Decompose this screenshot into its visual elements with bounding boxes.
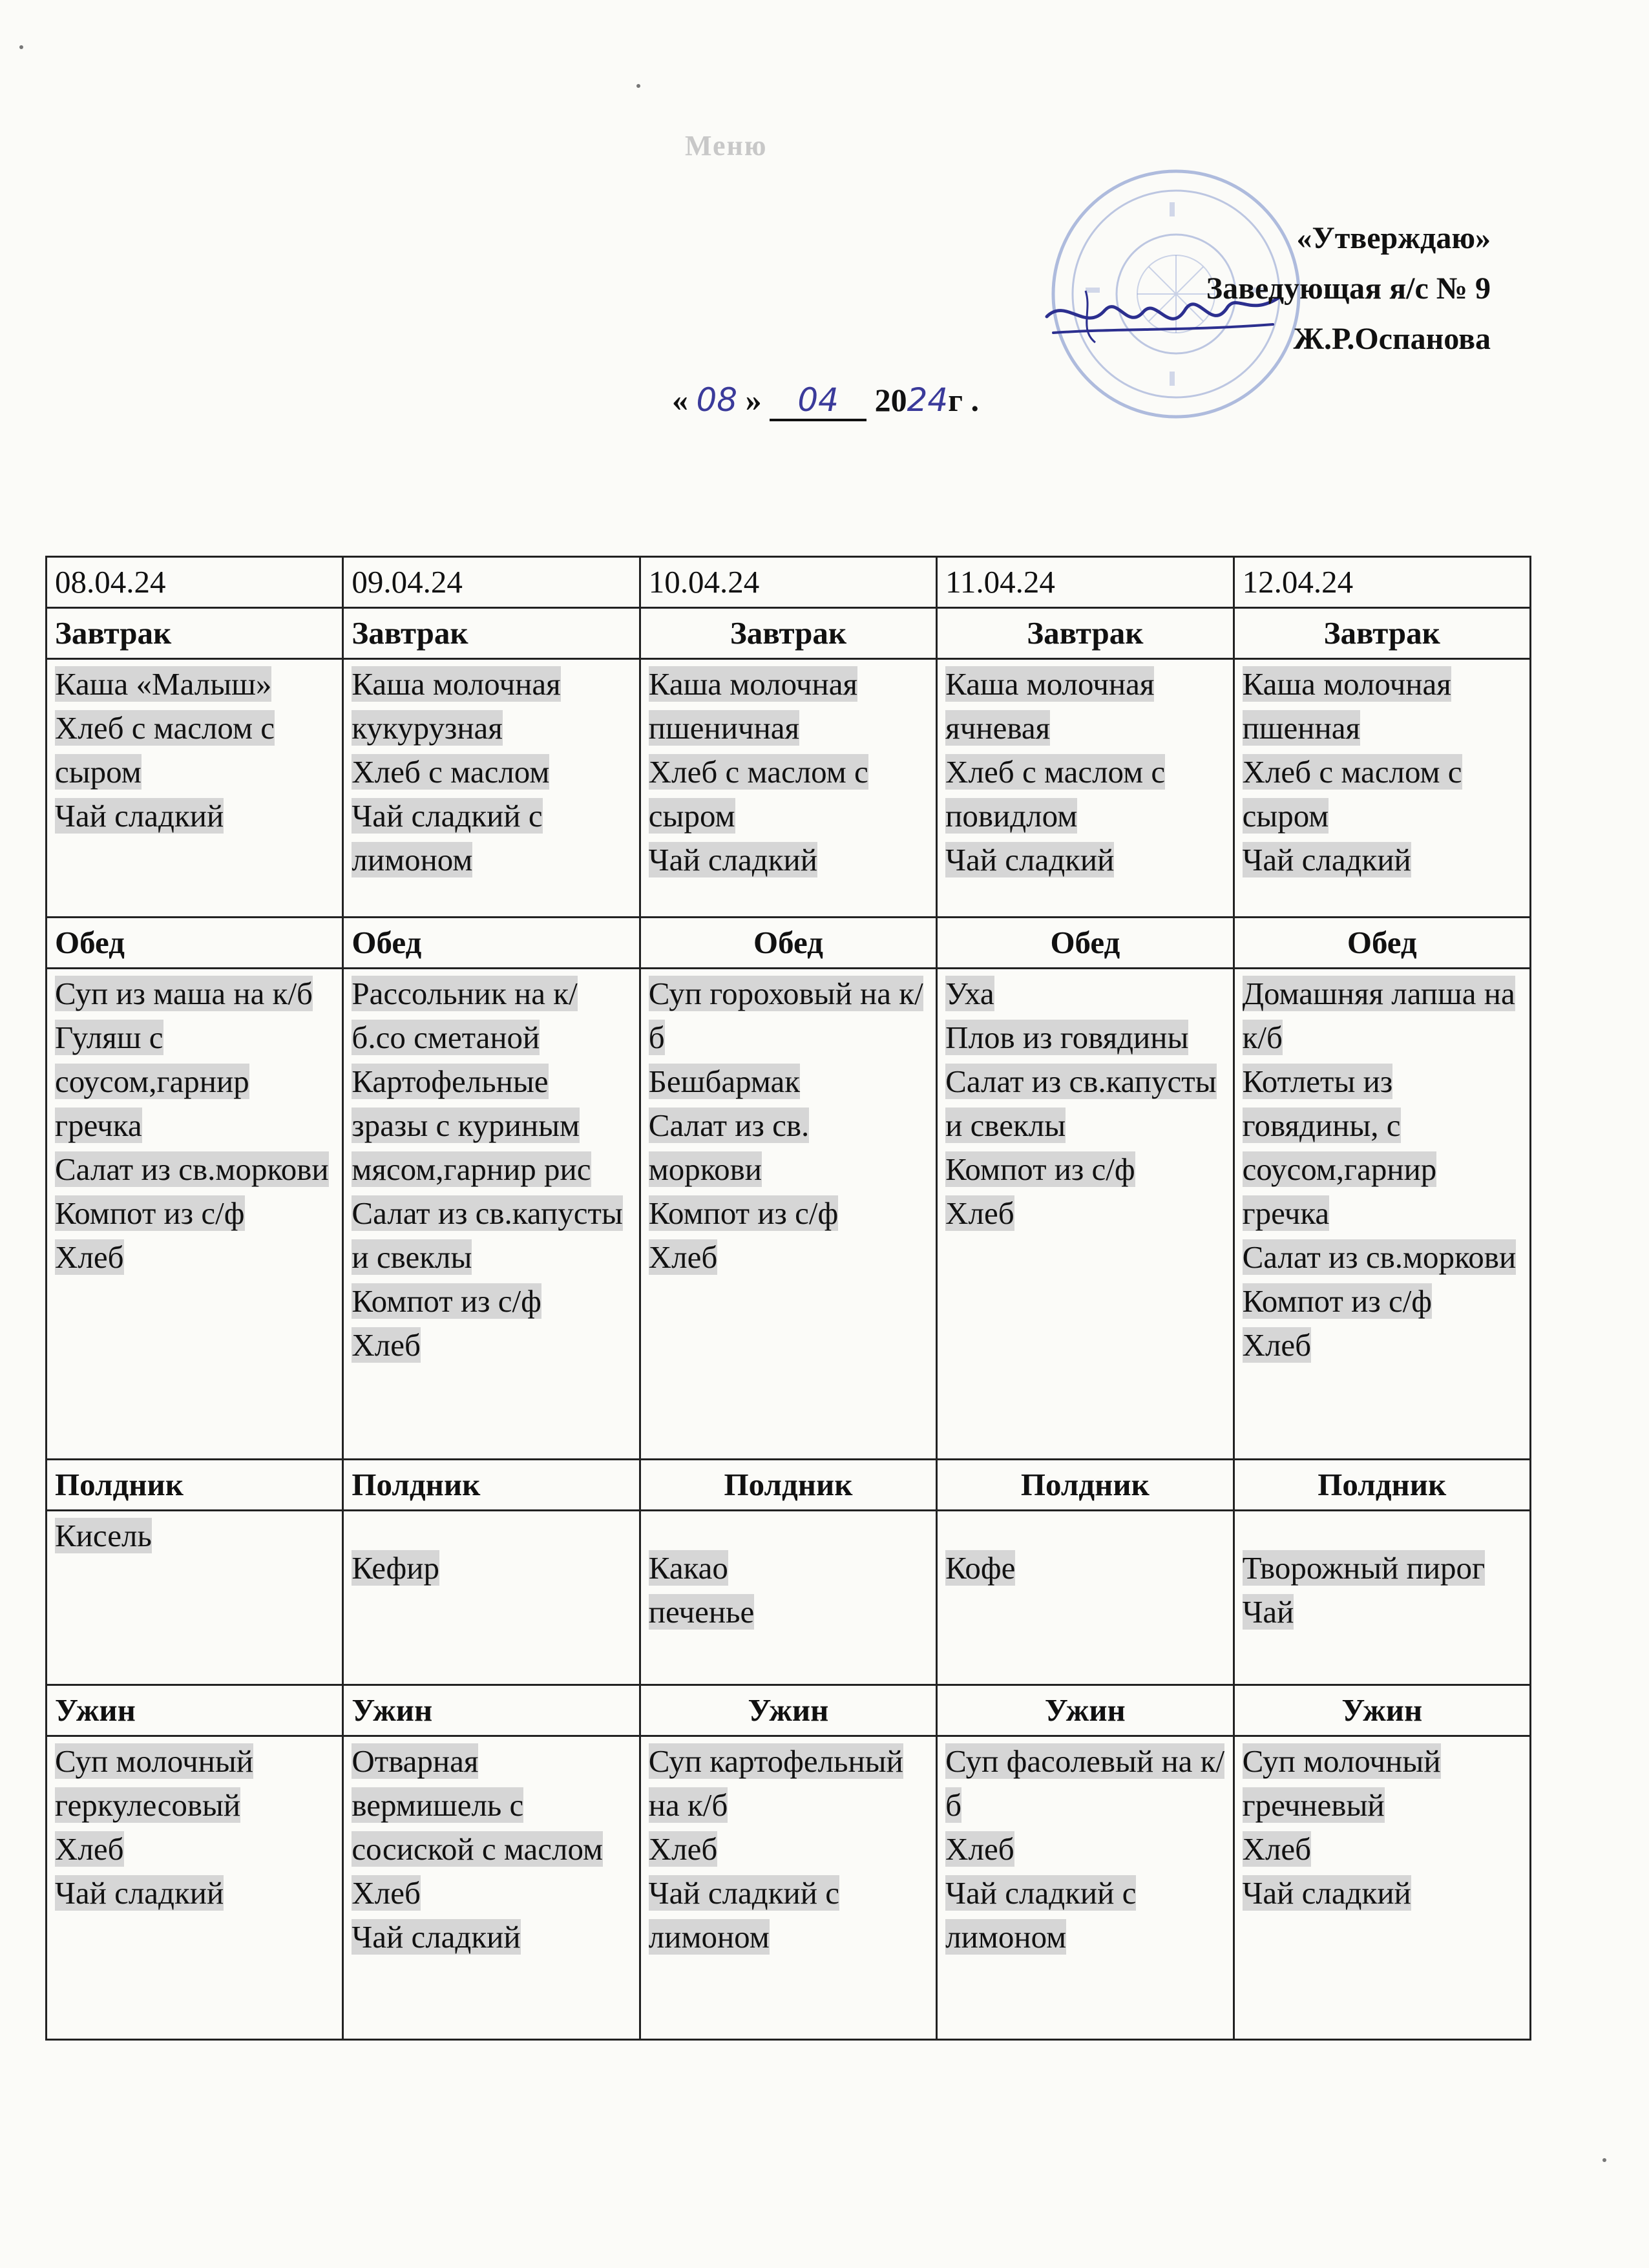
menu-item: Чай (1242, 1594, 1294, 1630)
scan-speck (636, 84, 640, 88)
faint-title: Меню (685, 130, 768, 162)
meal-header: Обед (343, 918, 640, 969)
menu-item: Хлеб (648, 1239, 718, 1275)
meal-header: Полдник (1234, 1460, 1530, 1511)
date-day: 08 (696, 381, 738, 419)
date-cell: 10.04.24 (640, 557, 936, 608)
date-cell: 12.04.24 (1234, 557, 1530, 608)
meal-header: Ужин (1234, 1685, 1530, 1736)
meal-header: Ужин (343, 1685, 640, 1736)
menu-item: Рассольник на к/б.со сметаной (352, 976, 578, 1055)
meal-header: Ужин (47, 1685, 343, 1736)
meal-header: Обед (937, 918, 1234, 969)
date-close-quote: » (745, 382, 762, 418)
meal-header: Обед (1234, 918, 1530, 969)
menu-cell (937, 1511, 1234, 1685)
breakfast-row (47, 659, 1531, 918)
menu-item: Картофельные зразы с куриным мясом,гарнир рис (352, 1064, 591, 1187)
meal-header: Обед (47, 918, 343, 969)
menu-item: Чай сладкий (648, 842, 817, 877)
meal-header: Полдник (640, 1460, 936, 1511)
menu-cell (640, 1511, 936, 1685)
date-cell: 08.04.24 (47, 557, 343, 608)
menu-item: Суп молочный гречневый (1242, 1743, 1441, 1823)
menu-item: Хлеб (945, 1831, 1014, 1867)
meal-header: Завтрак (937, 608, 1234, 659)
menu-item: Хлеб (55, 1831, 124, 1867)
meal-header: Полдник (47, 1460, 343, 1511)
meal-header: Завтрак (1234, 608, 1530, 659)
menu-item: Компот из с/ф (55, 1195, 245, 1231)
dates-row (47, 557, 1531, 608)
menu-item: Какао (648, 1550, 728, 1586)
menu-item: Хлеб (648, 1831, 718, 1867)
menu-cell (343, 1511, 640, 1685)
menu-item: Чай сладкий (55, 798, 224, 834)
menu-cell (640, 969, 936, 1460)
menu-item: Салат из св.капусты и свеклы (945, 1064, 1217, 1143)
menu-item: Каша молочная ячневая (945, 666, 1155, 746)
meal-header: Ужин (640, 1685, 936, 1736)
menu-cell (1234, 1511, 1530, 1685)
menu-item: Кисель (55, 1518, 152, 1553)
menu-item: Салат из св. моркови (648, 1108, 810, 1187)
menu-item: Компот из с/ф (945, 1151, 1135, 1187)
lunch-row (47, 969, 1531, 1460)
menu-item: Кефир (352, 1550, 440, 1586)
menu-item: Суп гороховый на к/б (648, 976, 923, 1055)
menu-item: Суп из маша на к/б (55, 976, 313, 1011)
weekly-menu-table (45, 556, 1531, 2041)
menu-cell (47, 969, 343, 1460)
menu-item: Каша молочная кукурузная (352, 666, 561, 746)
menu-item: Хлеб с маслом с повидлом (945, 754, 1166, 834)
menu-item: Гуляш с соусом,гарнир гречка (55, 1020, 249, 1143)
date-open-quote: « (672, 382, 688, 418)
date-month-blank (770, 381, 867, 421)
date-month: 04 (797, 381, 839, 419)
date-cell: 11.04.24 (937, 557, 1234, 608)
approval-position: Заведующая я/с № 9 (1206, 271, 1491, 306)
date-year-printed: 20 (874, 382, 907, 418)
menu-item: Салат из св.моркови (1242, 1239, 1517, 1275)
menu-item: Творожный пирог (1242, 1550, 1486, 1586)
menu-item: Чай сладкий (1242, 1875, 1411, 1911)
meal-header: Ужин (937, 1685, 1234, 1736)
menu-item: Чай сладкий с лимоном (945, 1875, 1137, 1955)
menu-item: Домашняя лапша на к/б (1242, 976, 1515, 1055)
menu-item: Хлеб (352, 1327, 421, 1363)
approval-name: Ж.Р.Оспанова (1293, 322, 1491, 356)
meal-header: Завтрак (47, 608, 343, 659)
approval-date (672, 381, 979, 421)
menu-cell (343, 1736, 640, 2040)
cell-spacer (945, 1514, 1224, 1546)
menu-item: Чай сладкий с лимоном (352, 798, 543, 877)
menu-item: Отварная вермишель с сосиской с маслом (352, 1743, 604, 1867)
menu-item: Хлеб с маслом (352, 754, 550, 790)
menu-item: Хлеб (945, 1195, 1014, 1231)
menu-item: Хлеб с маслом с сыром (1242, 754, 1462, 834)
date-year-suffix: г . (948, 382, 979, 418)
meal-header: Завтрак (343, 608, 640, 659)
menu-item: Чай сладкий (352, 1919, 521, 1955)
menu-cell (47, 659, 343, 918)
menu-item: печенье (648, 1594, 755, 1630)
scan-speck (1602, 2158, 1606, 2162)
menu-item: Уха (945, 976, 994, 1011)
menu-item: Суп картофельный на к/б (648, 1743, 903, 1823)
lunch-header-row (47, 918, 1531, 969)
menu-cell (47, 1511, 343, 1685)
menu-item: Чай сладкий (945, 842, 1115, 877)
menu-item: Салат из св.капусты и свеклы (352, 1195, 623, 1275)
snack-header-row (47, 1460, 1531, 1511)
cell-spacer (1243, 1514, 1522, 1546)
menu-item: Бешбармак (648, 1064, 801, 1099)
menu-item: Кофе (945, 1550, 1016, 1586)
scan-speck (19, 45, 23, 49)
menu-item: Компот из с/ф (352, 1283, 541, 1319)
menu-item: Компот из с/ф (1242, 1283, 1433, 1319)
menu-cell (1234, 969, 1530, 1460)
menu-cell (343, 659, 640, 918)
meal-header: Полдник (937, 1460, 1234, 1511)
menu-item: Хлеб (1242, 1327, 1312, 1363)
menu-item: Плов из говядины (945, 1020, 1189, 1055)
menu-cell (937, 659, 1234, 918)
dinner-header-row (47, 1685, 1531, 1736)
date-year-handwritten: 24 (907, 381, 949, 419)
cell-spacer (649, 1514, 928, 1546)
dinner-row (47, 1736, 1531, 2040)
menu-item: Компот из с/ф (648, 1195, 839, 1231)
menu-item: Хлеб с маслом с сыром (55, 710, 275, 790)
menu-cell (1234, 659, 1530, 918)
menu-cell (343, 969, 640, 1460)
menu-item: Чай сладкий с лимоном (648, 1875, 839, 1955)
menu-item: Каша молочная пшеничная (648, 666, 857, 746)
cell-spacer (352, 1514, 631, 1546)
date-cell: 09.04.24 (343, 557, 640, 608)
menu-cell (640, 659, 936, 918)
approval-title: «Утверждаю» (1296, 221, 1491, 255)
menu-item: Суп фасолевый на к/б (945, 1743, 1225, 1823)
menu-item: Хлеб (352, 1875, 421, 1911)
menu-item: Хлеб (55, 1239, 124, 1275)
menu-item: Чай сладкий (1242, 842, 1411, 877)
menu-item: Салат из св.моркови (55, 1151, 329, 1187)
meal-header: Полдник (343, 1460, 640, 1511)
menu-cell (47, 1736, 343, 2040)
menu-item: Хлеб (1242, 1831, 1312, 1867)
menu-item: Каша молочная пшенная (1242, 666, 1451, 746)
menu-cell (937, 1736, 1234, 2040)
breakfast-header-row (47, 608, 1531, 659)
menu-item: Хлеб с маслом с сыром (648, 754, 868, 834)
menu-item: Суп молочный геркулесовый (55, 1743, 253, 1823)
menu-cell (1234, 1736, 1530, 2040)
menu-item: Котлеты из говядины, с соусом,гарнир гречка (1242, 1064, 1437, 1231)
meal-header: Обед (640, 918, 936, 969)
meal-header: Завтрак (640, 608, 936, 659)
snack-row (47, 1511, 1531, 1685)
approval-block (909, 213, 1491, 364)
menu-cell (937, 969, 1234, 1460)
menu-item: Чай сладкий (55, 1875, 224, 1911)
menu-item: Каша «Малыш» (55, 666, 272, 702)
menu-cell (640, 1736, 936, 2040)
